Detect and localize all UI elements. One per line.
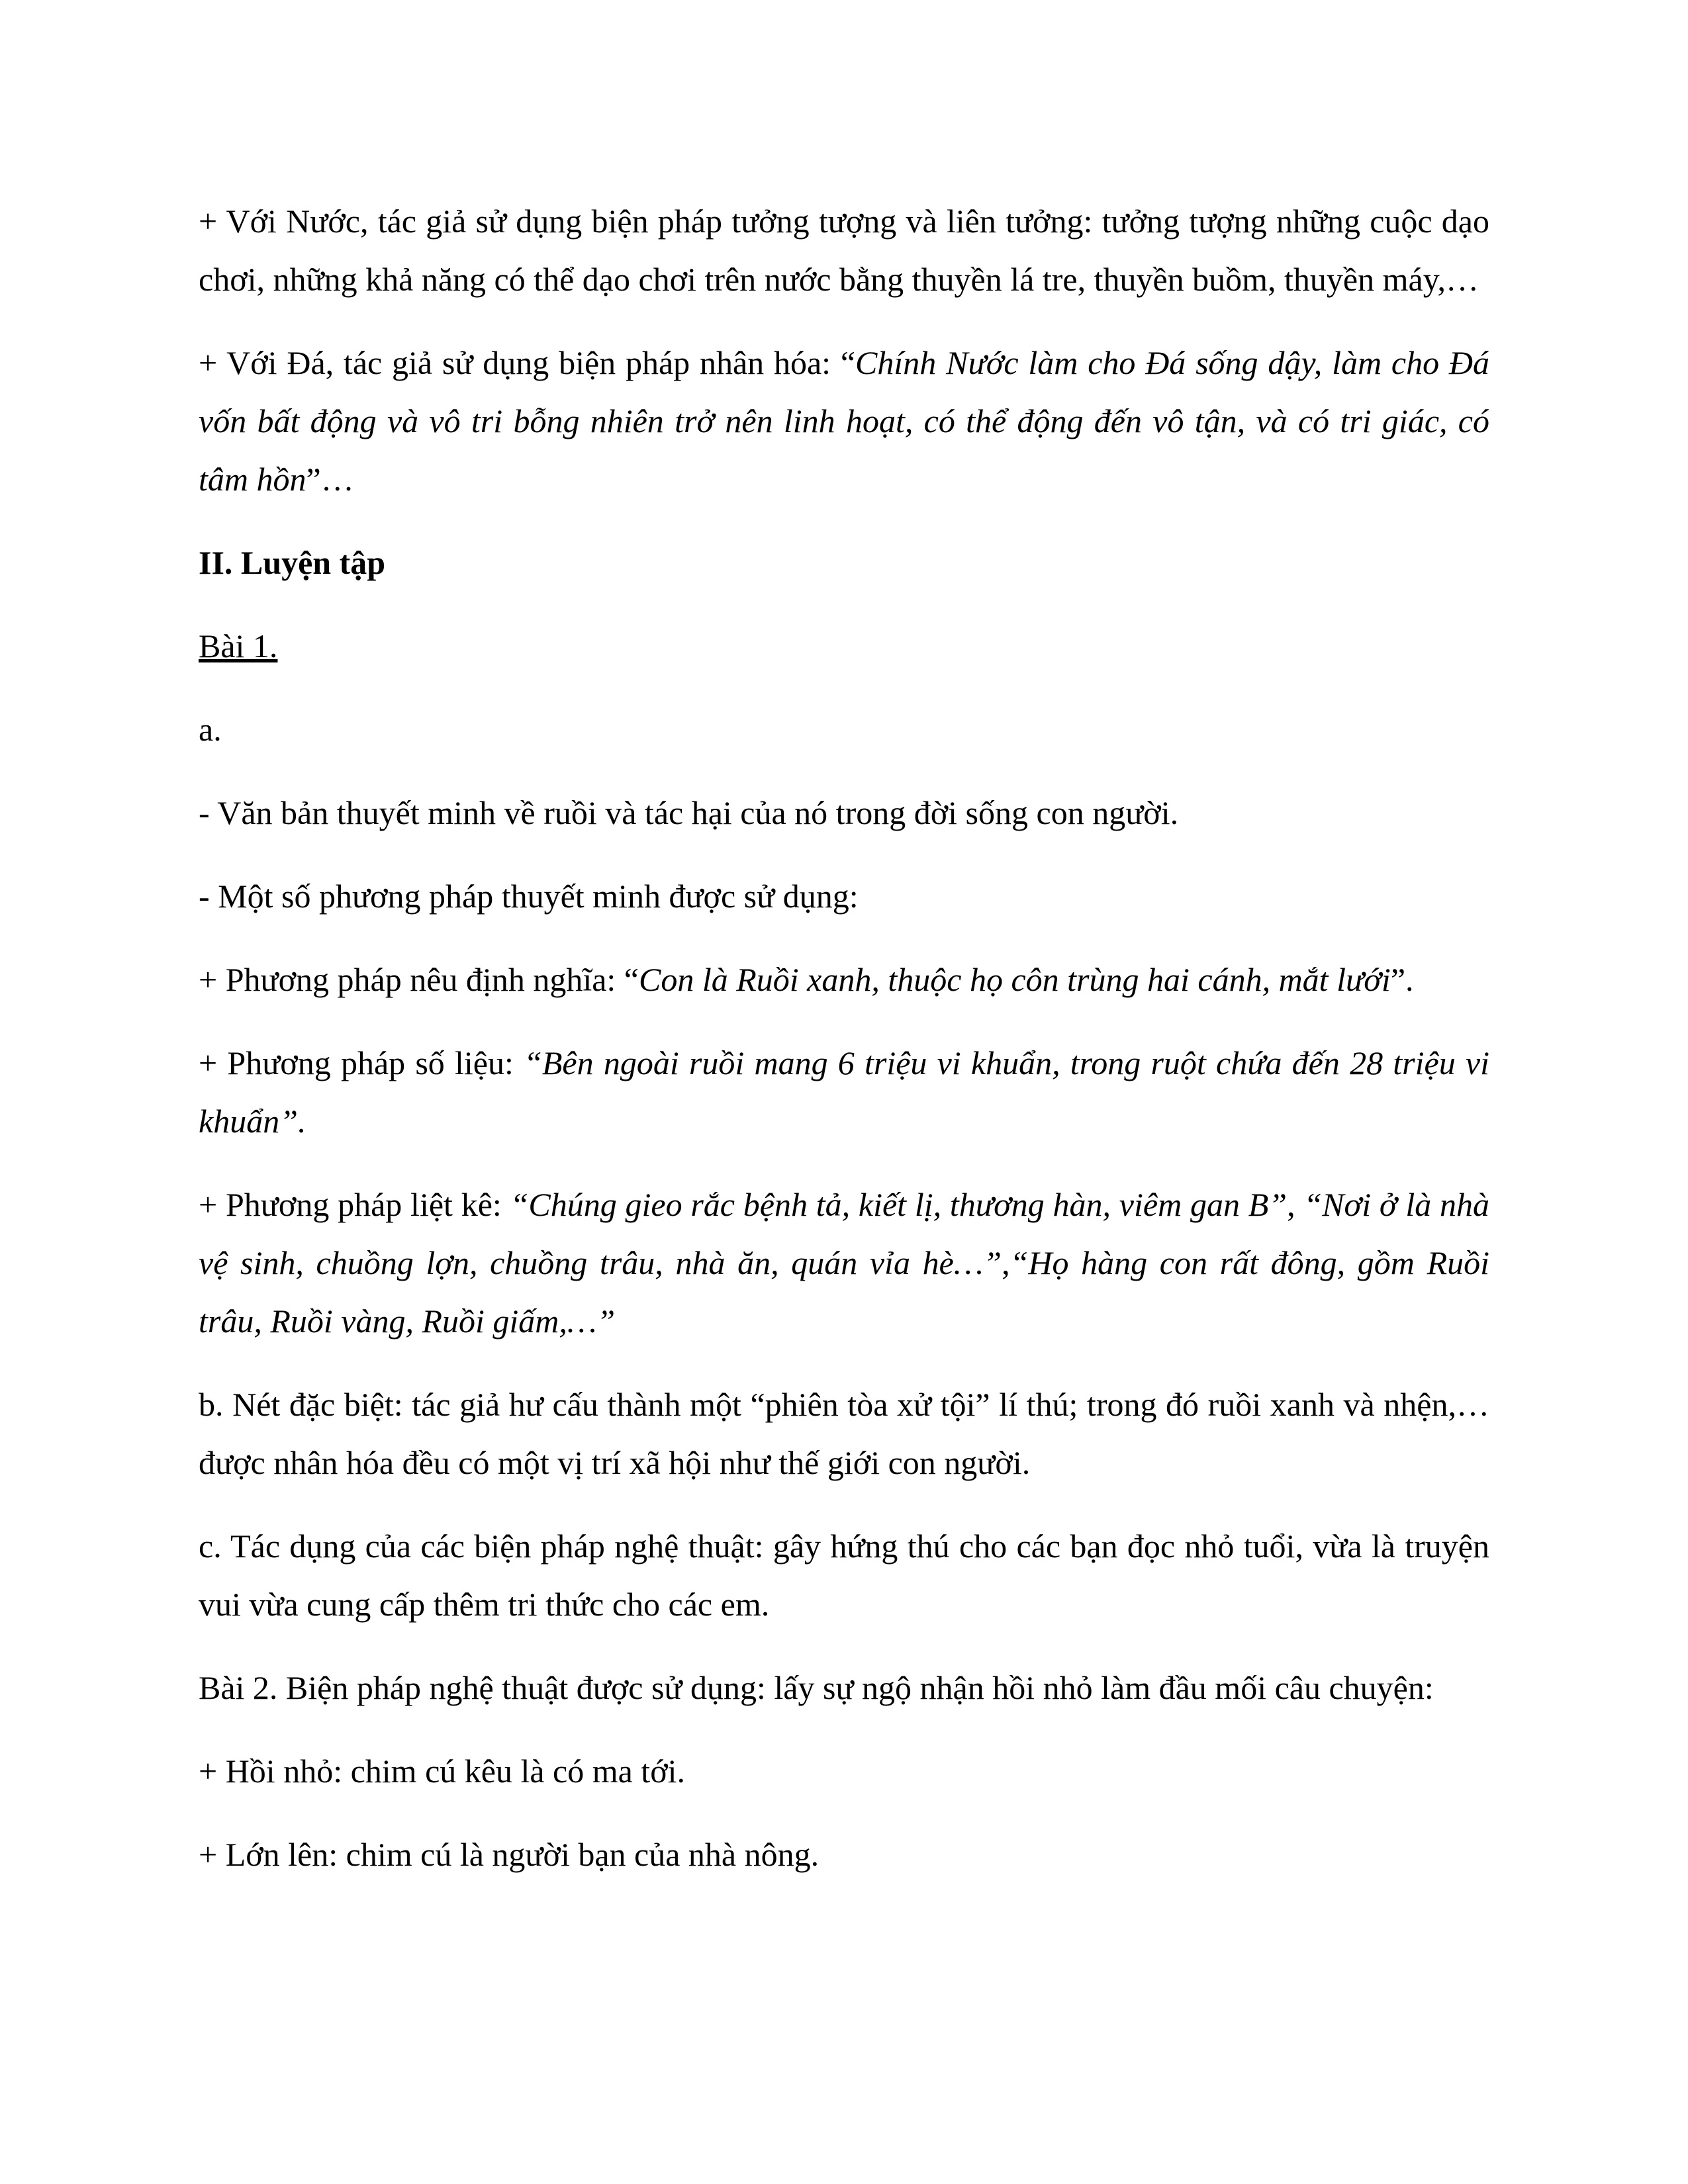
listing-quote-1: “Chúng gieo rắc bệnh tả, kiết lị, thương hàn, viêm gan B”: [510, 1186, 1288, 1223]
paragraph-definition: [199, 950, 1489, 1009]
exercise-1-heading: [199, 617, 1489, 675]
definition-intro: + Phương pháp nêu định nghĩa: “: [199, 961, 639, 998]
paragraph-exercise-2: Bài 2. Biện pháp nghệ thuật được sử dụng: lấy sự ngộ nhận hồi nhỏ làm đầu mối câu chuyện:: [199, 1669, 1434, 1706]
statistics-intro: + Phương pháp số liệu:: [199, 1044, 524, 1081]
paragraph-b: b. Nét đặc biệt: tác giả hư cấu thành một “phiên tòa xử tội” lí thú; trong đó ruồi xanh và nhện,… được nhân hóa đều có một vị trí xã hội như thế giới con người.: [199, 1386, 1489, 1481]
listing-quote-3: “Họ hàng con rất đông, gồm Ruồi trâu, Ruồi vàng, Ruồi giấm,…”: [199, 1244, 1489, 1340]
document-page: [199, 192, 1489, 1909]
paragraph-da-quote: Chính Nước làm cho Đá sống dậy, làm cho Đá vốn bất động và vô tri bỗng nhiên trở nên linh hoạt, có thể động đến vô tận, và có tri giác, có tâm hồn: [199, 344, 1490, 498]
paragraph-da-intro: + Với Đá, tác giả sử dụng biện pháp nhân hóa: “: [199, 344, 856, 381]
paragraph-statistics: [199, 1034, 1489, 1150]
definition-end: ”.: [1390, 961, 1414, 998]
definition-quote: Con là Ruồi xanh, thuộc họ côn trùng hai cánh, mắt lưới: [639, 961, 1391, 998]
paragraph-a2: - Một số phương pháp thuyết minh được sử dụng:: [199, 878, 859, 915]
section-heading: II. Luyện tập: [199, 544, 386, 581]
paragraph-c: c. Tác dụng của các biện pháp nghệ thuật: gây hứng thú cho các bạn đọc nhỏ tuổi, vừa là truyện vui vừa cung cấp thêm tri thức cho các em.: [199, 1527, 1489, 1623]
exercise-1-label: Bài 1.: [199, 627, 278, 664]
paragraph-lon-len: + Lớn lên: chim cú là người bạn của nhà nông.: [199, 1836, 820, 1873]
listing-sep-1: ,: [1287, 1186, 1304, 1223]
paragraph-da-end: ”…: [306, 461, 354, 498]
listing-quote-2: “Nơi ở là nhà vệ sinh, chuồng lợn, chuồng trâu, nhà ăn, quán vỉa hè…”: [199, 1186, 1489, 1281]
part-a-label: a.: [199, 711, 222, 748]
paragraph-a1: - Văn bản thuyết minh về ruồi và tác hại của nó trong đời sống con người.: [199, 794, 1179, 831]
statistics-quote: “Bên ngoài ruồi mang 6 triệu vi khuẩn, trong ruột chứa đến 28 triệu vi khuẩn”.: [199, 1044, 1489, 1140]
paragraph-listing: [199, 1175, 1489, 1350]
paragraph-nuoc: + Với Nước, tác giả sử dụng biện pháp tưởng tượng và liên tưởng: tưởng tượng những cuộc dạo chơi, những khả năng có thể dạo chơi trên nước bằng thuyền lá tre, thuyền buồm, thuyền máy,…: [199, 203, 1489, 298]
paragraph-hoi-nho: + Hồi nhỏ: chim cú kêu là có ma tới.: [199, 1752, 686, 1790]
paragraph-da: [199, 334, 1489, 508]
listing-sep-2: ,: [1002, 1244, 1010, 1281]
listing-intro: + Phương pháp liệt kê:: [199, 1186, 510, 1223]
